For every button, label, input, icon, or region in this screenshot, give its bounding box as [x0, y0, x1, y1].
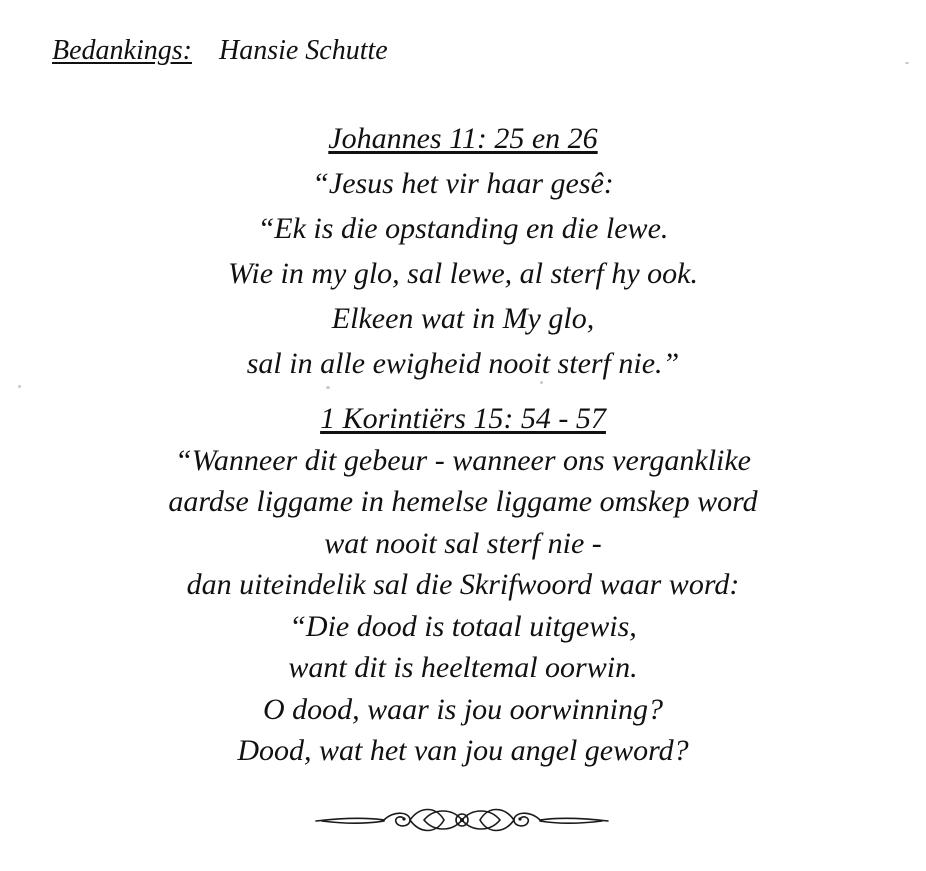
passage-line: wat nooit sal sterf nie -	[324, 526, 602, 560]
passage-line: “Ek is die opstanding en die lewe.	[257, 212, 669, 245]
passage-line: Wie in my glo, sal lewe, al sterf hy ook.	[228, 257, 698, 290]
scripture-passage-corinthians	[0, 398, 926, 772]
acknowledgement-header	[52, 34, 388, 68]
scan-speck	[540, 381, 543, 384]
scan-speck	[326, 386, 330, 389]
passage-line: “Jesus het vir haar gesê:	[312, 167, 614, 200]
passage-reference: Johannes 11: 25 en 26	[328, 122, 598, 155]
acknowledgement-name: Hansie Schutte	[218, 35, 388, 66]
passage-reference: 1 Korintiërs 15: 54 - 57	[320, 402, 606, 435]
passage-line: Dood, wat het van jou angel geword?	[237, 734, 689, 767]
passage-line: “Wanneer dit gebeur - wanneer ons verganklike	[175, 443, 751, 477]
scripture-passage-john	[0, 116, 926, 386]
scroll-flourish-icon	[312, 800, 612, 840]
passage-line: “Die dood is totaal uitgewis,	[289, 609, 637, 643]
passage-line: aardse liggame in hemelse liggame omskep word	[168, 485, 758, 518]
scan-speck	[905, 62, 909, 64]
acknowledgement-label: Bedankings:	[52, 35, 192, 66]
passage-line: sal in alle ewigheid nooit sterf nie.”	[246, 347, 680, 380]
passage-line: want dit is heeltemal oorwin.	[288, 651, 638, 684]
passage-line: Elkeen wat in My glo,	[331, 302, 595, 335]
passage-line: dan uiteindelik sal die Skrifwoord waar word:	[186, 568, 740, 601]
passage-line: O dood, waar is jou oorwinning?	[262, 692, 664, 726]
scan-speck	[18, 385, 21, 388]
